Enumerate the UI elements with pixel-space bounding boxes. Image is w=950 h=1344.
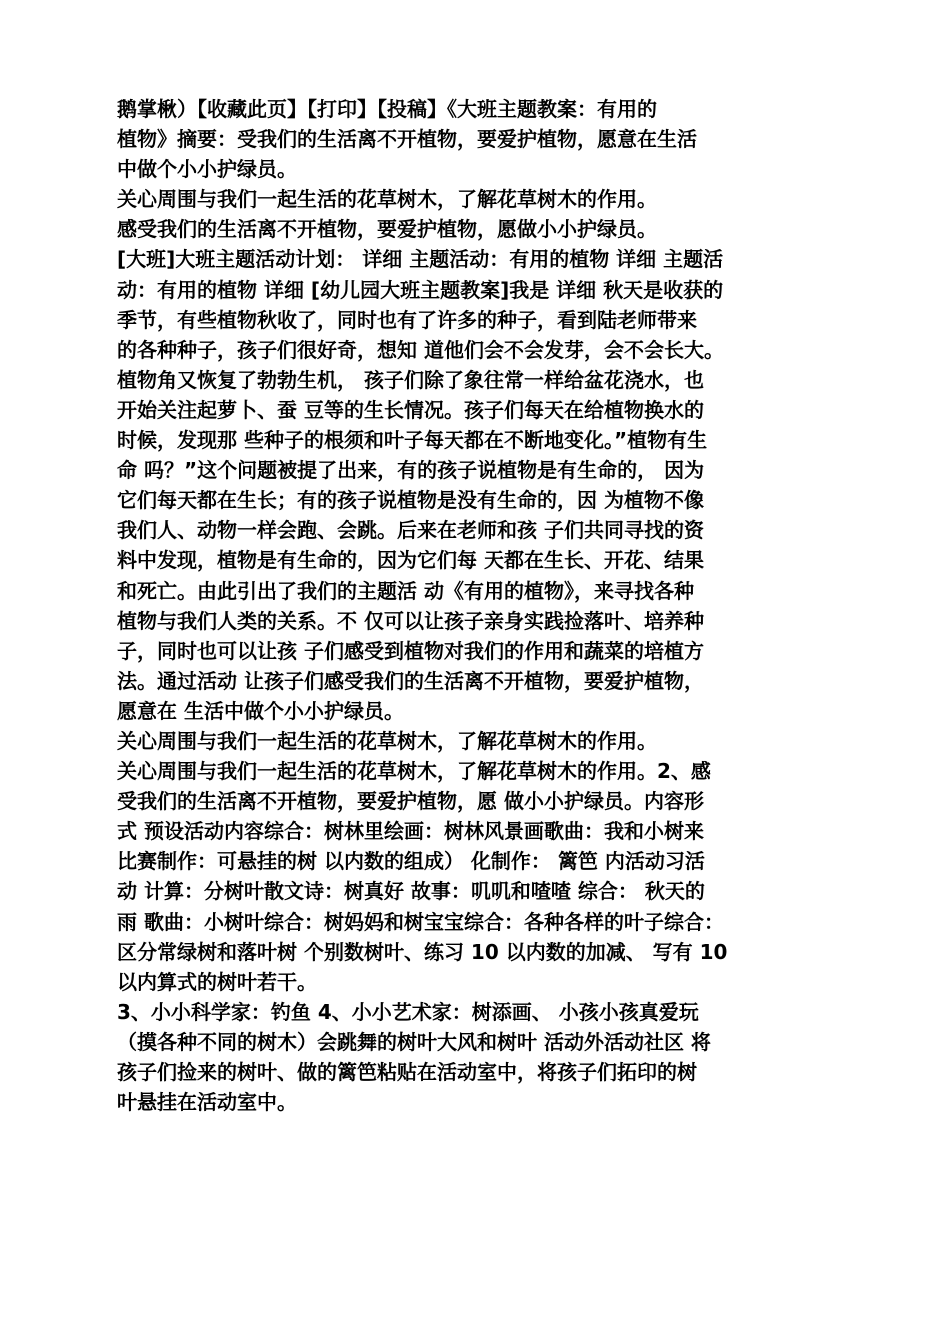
text-line: 关心周围与我们一起生活的花草树木，了解花草树木的作用。2、感 (117, 759, 711, 784)
text-line: 式 预设活动内容综合：树林里绘画：树林风景画歌曲：我和小树来 (117, 819, 704, 844)
text-line: 的各种种子，孩子们很好奇，想知 道他们会不会发芽，会不会长大。 (117, 337, 724, 362)
text-line: 愿意在 生活中做个小小护绿员。 (117, 698, 404, 723)
text-line: 受我们的生活离不开植物，要爱护植物，愿 做小小护绿员。内容形 (117, 789, 704, 814)
text-line: 季节，有些植物秋收了，同时也有了许多的种子，看到陆老师带来 (117, 307, 697, 332)
text-line: （摸各种不同的树木）会跳舞的树叶大风和树叶 活动外活动社区 将 (117, 1029, 711, 1054)
text-line: 3、小小科学家：钓鱼 4、小小艺术家：树添画、 小孩小孩真爱玩 (117, 999, 699, 1024)
text-line: 比赛制作：可悬挂的树 以内数的组成） 化制作： 篱笆 内活动习活 (117, 849, 705, 874)
text-line: 动 计算：分树叶散文诗：树真好 故事：叽叽和喳喳 综合： 秋天的 (117, 879, 705, 904)
text-line: 我们人、动物一样会跑、会跳。后来在老师和孩 子们共同寻找的资 (117, 518, 704, 543)
text-line: [大班]大班主题活动计划： 详细 主题活动：有用的植物 详细 主题活 (117, 247, 724, 272)
text-line: 关心周围与我们一起生活的花草树木，了解花草树木的作用。 (117, 728, 657, 753)
text-line: 子，同时也可以让孩 子们感受到植物对我们的作用和蔬菜的培植方 (117, 638, 704, 663)
text-line: 料中发现，植物是有生命的，因为它们每 天都在生长、开花、结果 (117, 548, 704, 573)
text-line: 孩子们捡来的树叶、做的篱笆粘贴在活动室中，将孩子们拓印的树 (117, 1060, 697, 1084)
text-line: 和死亡。由此引出了我们的主题活 动《有用的植物》，来寻找各种 (117, 578, 694, 603)
document-text (117, 94, 847, 1117)
text-line: 中做个小小护绿员。 (117, 157, 297, 182)
text-line: 开始关注起萝卜、蚕 豆等的生长情况。孩子们每天在给植物换水的 (117, 397, 704, 422)
text-line: 关心周围与我们一起生活的花草树木，了解花草树木的作用。 (117, 187, 657, 212)
text-line: 它们每天都在生长；有的孩子说植物是没有生命的，因 为植物不像 (117, 488, 704, 513)
text-line: 感受我们的生活离不开植物，要爱护植物，愿做小小护绿员。 (117, 217, 657, 242)
text-line: 法。通过活动 让孩子们感受我们的生活离不开植物，要爱护植物， (117, 668, 704, 693)
text-line: 植物》摘要：受我们的生活离不开植物，要爱护植物，愿意在生活 (117, 127, 697, 152)
text-line: 动：有用的植物 详细 [幼儿园大班主题教案]我是 详细 秋天是收获的 (117, 277, 724, 302)
text-line: 植物角又恢复了勃勃生机， 孩子们除了象往常一样给盆花浇水，也 (117, 367, 704, 392)
text-line: 以内算式的树叶若干。 (117, 969, 317, 994)
text-line: 植物与我们人类的关系。不 仅可以让孩子亲身实践捡落叶、培养种 (117, 608, 704, 633)
text-line: 命 吗？”这个问题被提了出来，有的孩子说植物是有生命的， 因为 (117, 458, 705, 483)
text-line: 区分常绿树和落叶树 个别数树叶、练习 10 以内数的加减、 写有 10 (117, 939, 728, 964)
text-line: 鹅掌楸）【收藏此页】【打印】【投稿】《大班主题教案：有用的 (117, 97, 657, 121)
text-line: 叶悬挂在活动室中。 (117, 1090, 297, 1115)
text-line: 雨 歌曲：小树叶综合：树妈妈和树宝宝综合：各种各样的叶子综合： (117, 909, 724, 934)
text-line: 时候，发现那 些种子的根须和叶子每天都在不断地变化。”植物有生 (117, 428, 708, 453)
